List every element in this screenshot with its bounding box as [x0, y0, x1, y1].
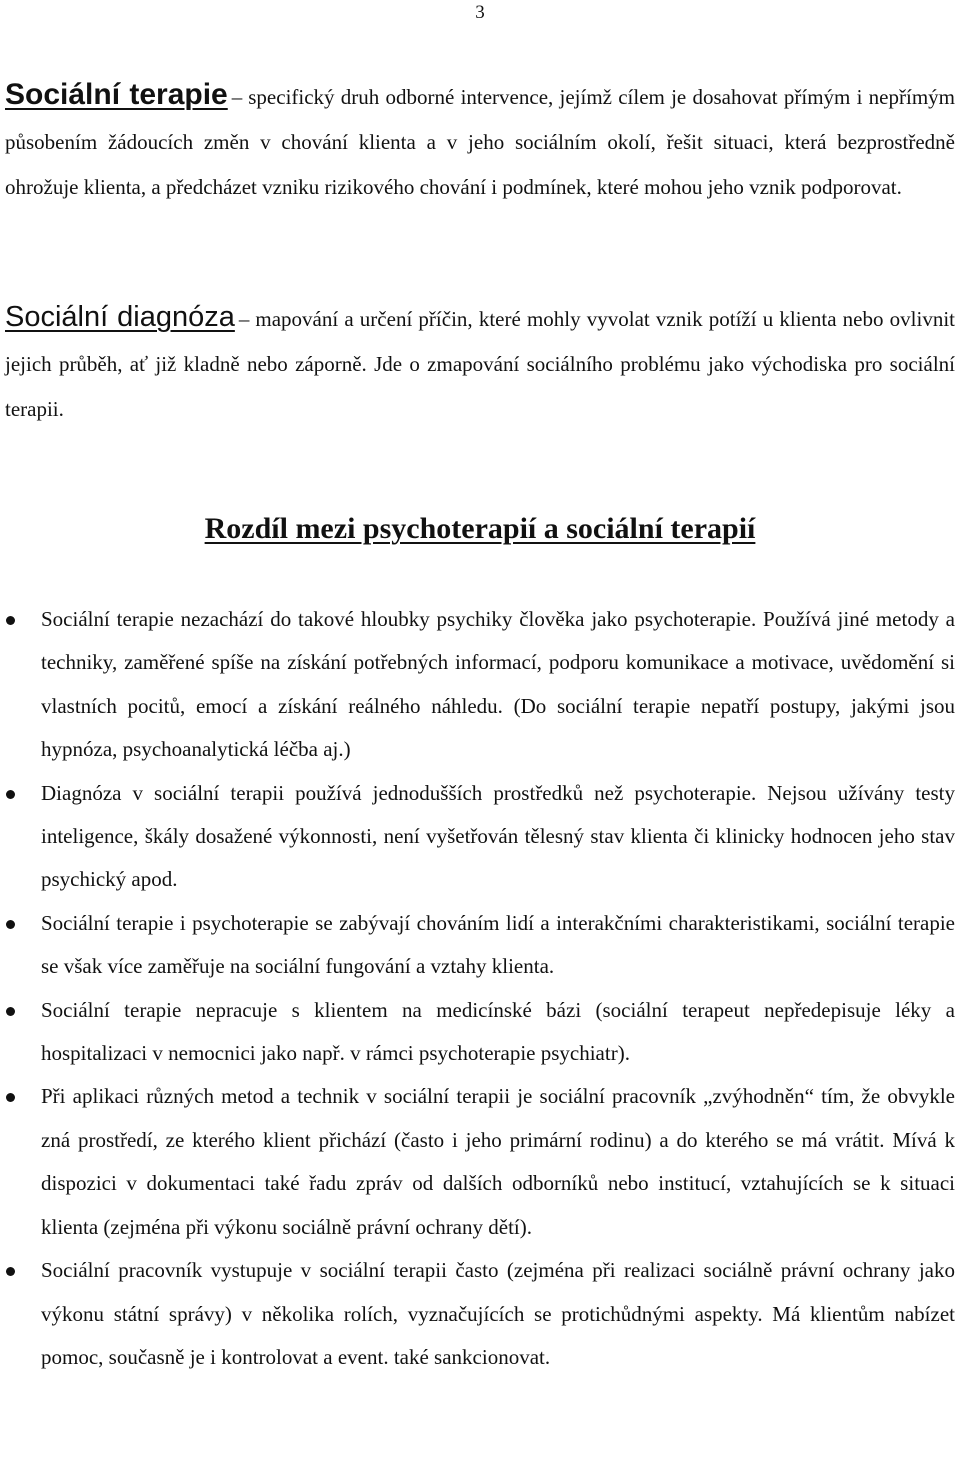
bullet-icon	[6, 790, 15, 799]
dash: –	[238, 307, 250, 331]
list-item	[0, 1249, 960, 1379]
definition-text: specifický druh odborné intervence, jejímž cílem je dosahovat přímým i nepřímým působením žádoucích změn v chování klienta a v jeho sociálním okolí, řešit situaci, která bezprostředně ohrožuje klienta, a předcházet vzniku rizikového chování i podmínek, které mohou jeho vznik podporovat.	[5, 85, 955, 199]
term-social-therapy: Sociální terapie	[5, 78, 228, 111]
bullet-icon	[6, 1267, 15, 1276]
list-item-text: Diagnóza v sociální terapii používá jednodušších prostředků než psychoterapie. Nejsou užívány testy inteligence, škály dosažené výkonnosti, není vyšetřován tělesný stav klienta či klinicky hodnocen jeho stav psychický apod.	[41, 780, 955, 892]
term-social-diagnosis: Sociální diagnóza	[5, 301, 235, 333]
definition-social-diagnosis	[5, 295, 955, 432]
list-item-text: Při aplikaci různých metod a technik v sociální terapii je sociální pracovník „zvýhodněn“ tím, že obvykle zná prostředí, ze kterého klient přichází (často i jeho primární rodinu) a do kterého se má vrátit. Mívá k dispozici v dokumentaci také řadu zpráv od dalších odborníků nebo institucí, vztahujících se k situaci klienta (zejména při výkonu sociálně právní ochrany dětí).	[41, 1084, 955, 1239]
bullet-icon	[6, 1093, 15, 1102]
list-item	[0, 989, 960, 1076]
bullet-icon	[6, 920, 15, 929]
bullet-icon	[6, 1007, 15, 1016]
list-item-text: Sociální terapie i psychoterapie se zabývají chováním lidí a interakčními charakteristikami, sociální terapie se však více zaměřuje na sociální fungování a vztahy klienta.	[41, 910, 955, 979]
list-item-text: Sociální terapie nepracuje s klientem na medicínské bázi (sociální terapeut nepředepisuje léky a hospitalizaci v nemocnici jako např. v rámci psychoterapie psychiatr).	[41, 997, 955, 1066]
comparison-list	[0, 598, 960, 1379]
definition-text: mapování a určení příčin, které mohly vyvolat vznik potíží u klienta nebo ovlivnit jejich průběh, ať již kladně nebo záporně. Jde o zmapování sociálního problému jako východiska pro sociální terapii.	[5, 307, 955, 421]
list-item	[0, 772, 960, 902]
bullet-icon	[6, 616, 15, 625]
page-number: 3	[475, 2, 485, 23]
list-item	[0, 1075, 960, 1249]
section-heading: Rozdíl mezi psychoterapií a sociální terapií	[204, 512, 756, 545]
list-item-text: Sociální pracovník vystupuje v sociální terapii často (zejména při realizaci sociálně právní ochrany jako výkonu státní správy) v několika rolích, vyznačujících se protichůdnými aspekty. Má klientům nabízet pomoc, současně je i kontrolovat a event. také sankcionovat.	[41, 1258, 955, 1369]
list-item	[0, 598, 960, 772]
list-item	[0, 902, 960, 989]
list-item-text: Sociální terapie nezachází do takové hloubky psychiky člověka jako psychoterapie. Používá jiné metody a techniky, zaměřené spíše na získání potřebných informací, podporu komunikace a motivace, uvědomění si vlastních pocitů, emocí a získání reálného náhledu. (Do sociální terapie nepatří postupy, jakými jsou hypnóza, psychoanalytická léčba aj.)	[41, 607, 955, 762]
dash: –	[231, 85, 243, 109]
definition-social-therapy	[5, 72, 955, 210]
